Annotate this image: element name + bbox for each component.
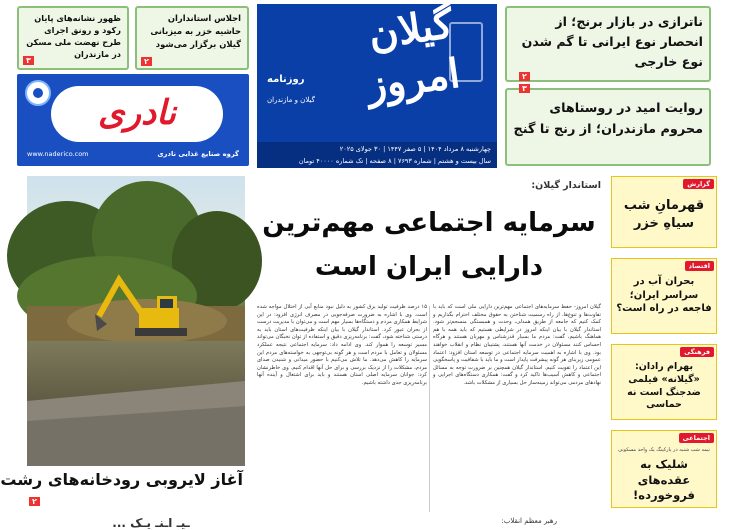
sidebar <box>611 170 717 510</box>
photo-page: ۲ <box>29 497 40 506</box>
river-dredging-photo[interactable] <box>27 176 245 466</box>
teaser-housing-page: ۳ <box>23 56 34 65</box>
bottom-headline-fragment: ـیـ اـنـ یـک ... <box>112 516 190 530</box>
teaser-summit-title: اجلاس استانداران حاشیه خزر به میزبانی گیلان برگزار می‌شود <box>150 13 241 49</box>
ad-naderi[interactable] <box>17 74 249 166</box>
sidebar-tag-economy: اقتصاد <box>685 261 714 271</box>
teaser-villages[interactable] <box>505 88 711 166</box>
sidebar-title-report: قهرمانِ شب سیاهِ خزر <box>623 198 705 231</box>
sidebar-title-culture: بهرام رادان: «گیلانه» فیلمی ضدجنگ است نه حماسی <box>627 361 701 411</box>
bottom-label: رهبر معظم انقلاب: <box>501 517 557 525</box>
teaser-villages-title: روایت امید در روستاهای محروم مازندران؛ از رنج تا گنج <box>513 101 703 137</box>
lead-body-right: گیلان امروز- حفظ سرمایه‌های اجتماعی مهم‌ترین دارایی ملی است که باید با تفاوت‌ها و تنوع‌ها، از راه رسمیت شناختن به حقوق مختلف احترام بگذاریم و کمک کنیم که جامعه از طریق همدلی، وحدت و همبستگی منسجم‌تر شود. استاندار گیلان با بیان اینکه امروز در شرایطی هستیم که باید همه با هم هماهنگ باشیم، گفت: مردم ما بسیار قدرشناس و مهربان هستند و هرگاه احساس کنند مسئولان در خدمت آنها هستند، پشتیبان نظام و انقلاب خواهند بود. وی با اشاره به اهمیت سرمایه اجتماعی در توسعه استان افزود: اعتماد عمومی زیربنای هر گونه پیشرفت پایدار است و ما باید با شفافیت و پاسخگویی این اعتماد را تقویت کنیم. استاندار گیلان همچنین بر ضرورت توجه به مسائل اجتماعی و کاهش آسیب‌ها تاکید کرد و گفت: همکاری دستگاه‌های اجرایی و نهادهای مردمی می‌تواند زمینه‌ساز حل بسیاری از مشکلات باشد. <box>433 304 601 386</box>
teaser-summit-page: ۲ <box>141 57 152 66</box>
sidebar-card-social[interactable] <box>611 430 717 508</box>
sidebar-tag-culture: فرهنگی <box>680 347 714 357</box>
masthead-logo: گیلان امروز <box>363 0 463 110</box>
masthead-issue: سال بیست و هشتم | شماره ۷۶۹۳ | ۸ صفحه | تک شماره ۴۰۰۰۰ تومان <box>257 154 497 168</box>
teaser-rice[interactable] <box>505 6 711 82</box>
teaser-summit[interactable] <box>135 6 249 70</box>
ad-brand: نادری <box>98 93 176 133</box>
sidebar-tag-social: اجتماعی <box>679 433 714 443</box>
ad-website: www.naderico.com <box>27 150 89 158</box>
sidebar-card-economy[interactable] <box>611 258 717 334</box>
newspaper-glyph-icon <box>449 22 483 82</box>
photo-caption-bar <box>0 466 245 496</box>
teaser-housing-title: ظهور نشانه‌های پایان رکود و رونق اجرای طرح نهضت ملی مسکن در مازندران <box>26 13 121 59</box>
column-divider <box>429 306 430 512</box>
teaser-rice-title: ناترازی در بازار برنج؛ از انحصار نوع ایرانی تا گم شدن نوع خارجی <box>521 14 703 69</box>
sidebar-card-report[interactable] <box>611 176 717 248</box>
lead-body-left: ۱۵ درصد ظرفیت تولید برق کشور به دلیل نبود منابع آبی از اختلال مواجه شده است. وی با اشاره به ضرورت صرفه‌جویی در مصرف انرژی افزود: در این شرایط همکاری مردم و دستگاه‌ها بسیار مهم است و می‌توان با مدیریت درست از بحران عبور کرد. استاندار گیلان با بیان اینکه ظرفیت‌های استان باید به درستی شناخته شود، گفت: برنامه‌ریزی دقیق و استفاده از توان نخبگان می‌تواند مسیر توسعه را هموار کند. وی ادامه داد: سرمایه اجتماعی نتیجه عملکرد مسئولان و تعامل با مردم است و هر گونه بی‌توجهی به خواسته‌های مردم این سرمایه را کاهش می‌دهد. ما تلاش می‌کنیم با حضور میدانی و شنیدن صدای مردم، مشکلات را از نزدیک بررسی و برای حل آنها اقدام کنیم. وی خاطرنشان کرد: جوانان سرمایه اصلی استان هستند و باید برای اشتغال و آینده آنها برنامه‌ریزی جدی داشته باشیم. <box>257 304 427 386</box>
sidebar-card-culture[interactable] <box>611 344 717 420</box>
sidebar-title-social: شلیک به عقده‌های فروخورده! <box>633 457 695 503</box>
masthead-subtitle: روزنامه <box>267 74 305 85</box>
teaser-villages-page: ۳ <box>519 84 530 93</box>
sidebar-title-economy: بحران آب در سراسر ایران؛ فاجعه در راه است؟ <box>616 276 712 314</box>
sidebar-note-social: نیمه شب شنبه در پارکینگ یک واحد مسکونی <box>618 447 710 453</box>
lead-headline-line2[interactable]: دارایی ایران است <box>314 252 544 282</box>
ad-emblem-icon <box>25 80 51 106</box>
masthead-region: گیلان و مازندران <box>267 96 315 104</box>
lead-headline-line1[interactable]: سرمایه اجتماعی مهم‌ترین <box>262 208 596 238</box>
sidebar-tag-report: گزارش <box>683 179 714 189</box>
masthead-date: چهارشنبه ۸ مرداد ۱۴۰۴ | ۵ صفر ۱۴۴۷ | ۳۰ جولای ۲۰۲۵ <box>257 142 497 156</box>
masthead <box>257 0 497 166</box>
lead-kicker: استاندار گیلان: <box>531 180 601 191</box>
photo-illustration <box>27 176 245 466</box>
photo-caption: آغاز لایروبی رودخانه‌های رشت <box>0 470 243 489</box>
ad-company: گروه صنایع غذایی نادری <box>157 150 239 158</box>
teaser-rice-page: ۲ <box>519 72 530 81</box>
